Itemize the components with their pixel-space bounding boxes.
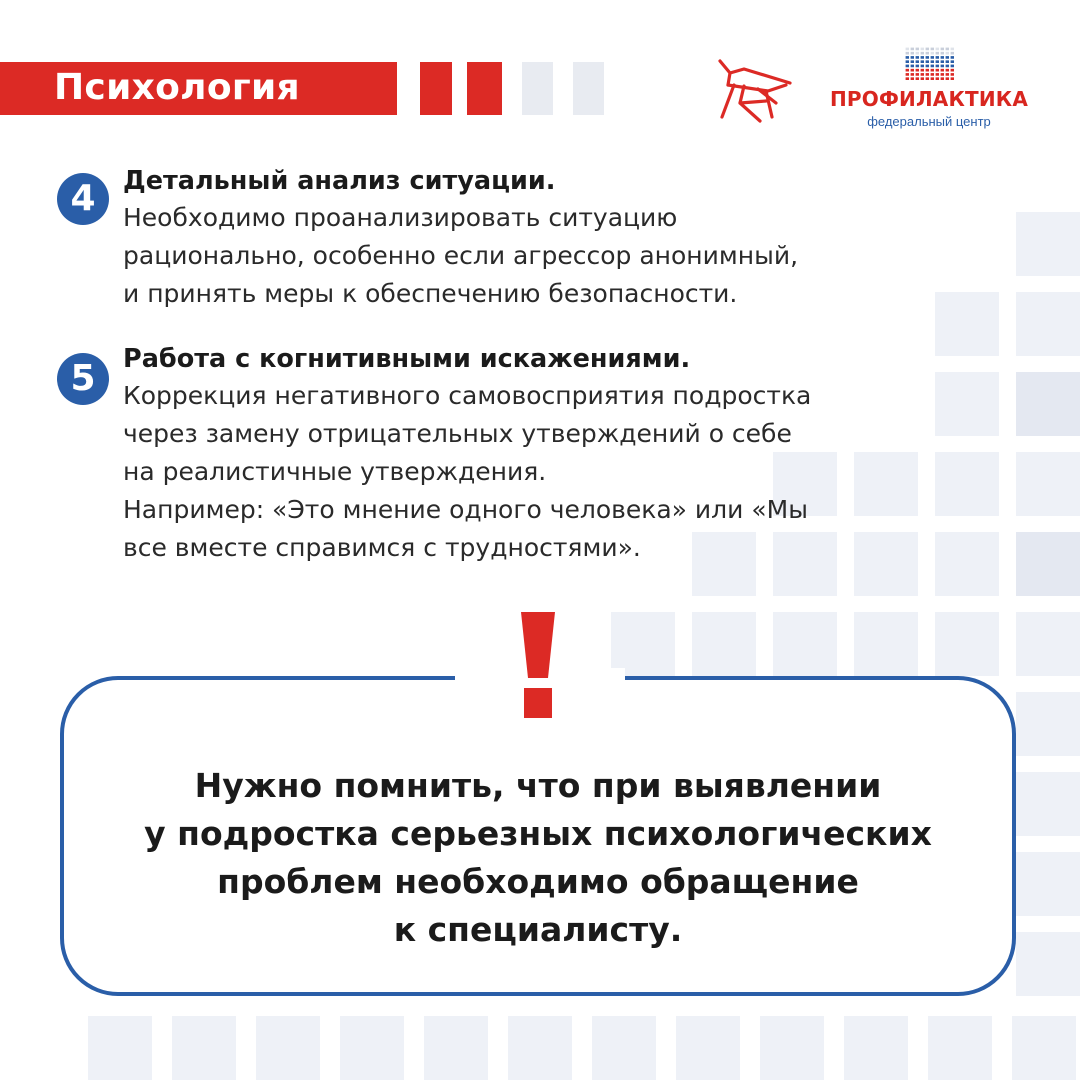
logo-grid-cell — [906, 56, 909, 59]
logo-grid-cell — [936, 60, 939, 63]
logo-grid-cell — [931, 77, 934, 80]
step-line: на реалистичные утверждения. — [123, 457, 547, 486]
logo-grid-cell — [906, 48, 909, 51]
logo-grid-cell — [936, 65, 939, 68]
bg-square — [1016, 452, 1080, 516]
bg-square — [854, 612, 918, 676]
logo-grid-cell — [921, 69, 924, 72]
notice-line: Нужно помнить, что при выявлении — [194, 766, 882, 805]
bg-square — [424, 1016, 488, 1080]
logo-grid-cell — [926, 60, 929, 63]
logo-grid-cell — [916, 52, 919, 55]
logo-grid-cell — [916, 60, 919, 63]
logo-grid-cell — [946, 48, 949, 51]
logo-grid-cell — [911, 60, 914, 63]
logo-grid-cell — [936, 69, 939, 72]
notice-line: у подростка серьезных психологических — [144, 814, 932, 853]
logo-grid-cell — [941, 48, 944, 51]
logo-grid-cell — [911, 65, 914, 68]
step-text — [123, 165, 1013, 313]
logo-grid-cell — [951, 48, 954, 51]
logo-grid-cell — [906, 77, 909, 80]
bg-square — [935, 612, 999, 676]
logo-grid-cell — [926, 56, 929, 59]
step-line: Коррекция негативного самовосприятия подростка — [123, 381, 812, 410]
bg-square — [1016, 292, 1080, 356]
logo-grid-cell — [921, 60, 924, 63]
step-body — [123, 199, 1013, 313]
logo-grid-cell — [931, 52, 934, 55]
logo-grid-cell — [936, 52, 939, 55]
bg-square — [1016, 692, 1080, 756]
bg-square — [1016, 932, 1080, 996]
bg-square — [1016, 612, 1080, 676]
logo-grid-cell — [951, 60, 954, 63]
logo-grid-cell — [926, 73, 929, 76]
bg-square — [928, 1016, 992, 1080]
logo-grid-cell — [916, 73, 919, 76]
bg-square — [692, 612, 756, 676]
bg-square — [256, 1016, 320, 1080]
logo-grid-cell — [931, 65, 934, 68]
logo-grid-cell — [911, 73, 914, 76]
bg-square — [676, 1016, 740, 1080]
logo-grid-cell — [946, 56, 949, 59]
logo-grid-cell — [946, 52, 949, 55]
logo-name: ПРОФИЛАКТИКА — [829, 87, 1028, 111]
logo-subtitle: федеральный центр — [867, 114, 991, 129]
logo-grid-cell — [926, 69, 929, 72]
bg-square — [1016, 372, 1080, 436]
chair-logo-icon — [714, 55, 794, 125]
step-number-badge: 4 — [57, 173, 109, 225]
logo-grid-cell — [921, 56, 924, 59]
logo-grid-cell — [951, 56, 954, 59]
step-title: Детальный анализ ситуации. — [123, 166, 556, 196]
bg-square — [1016, 852, 1080, 916]
step-line: рационально, особенно если агрессор анонимный, — [123, 241, 799, 270]
logo-grid-cell — [911, 52, 914, 55]
header-block — [522, 62, 553, 115]
logo-grid-cell — [931, 69, 934, 72]
bg-square — [1016, 532, 1080, 596]
logo-grid-cell — [926, 48, 929, 51]
step-text — [123, 343, 1013, 567]
logo-grid-cell — [906, 52, 909, 55]
logo-grid-cell — [921, 77, 924, 80]
step-title: Работа с когнитивными искажениями. — [123, 344, 691, 374]
logo-grid-cell — [946, 73, 949, 76]
logo-grid-cell — [951, 77, 954, 80]
bg-square — [88, 1016, 152, 1080]
logo-grid-cell — [916, 77, 919, 80]
step-line: Необходимо проанализировать ситуацию — [123, 203, 678, 232]
logo-grid-cell — [926, 77, 929, 80]
logo-grid-cell — [926, 65, 929, 68]
logo-grid-cell — [906, 60, 909, 63]
logo-grid-cell — [911, 48, 914, 51]
logo-grid-cell — [941, 73, 944, 76]
logo-grid-cell — [941, 69, 944, 72]
bg-square — [1016, 212, 1080, 276]
logo-grid-cell — [921, 73, 924, 76]
logo-grid-cell — [946, 77, 949, 80]
logo-grid-cell — [936, 73, 939, 76]
bg-square — [611, 612, 675, 676]
logo-grid-cell — [941, 65, 944, 68]
logo-grid-cell — [911, 77, 914, 80]
bg-square — [592, 1016, 656, 1080]
logo-grid-cell — [941, 77, 944, 80]
logo-grid-cell — [906, 65, 909, 68]
logo-grid-cell — [951, 73, 954, 76]
logo-grid-cell — [946, 60, 949, 63]
logo-grid-cell — [946, 65, 949, 68]
logo-grid-cell — [921, 52, 924, 55]
notice-text — [60, 762, 1016, 954]
header-block — [467, 62, 502, 115]
logo-grid-cell — [911, 56, 914, 59]
logo-grid-cell — [931, 60, 934, 63]
bg-square — [760, 1016, 824, 1080]
notice-line: проблем необходимо обращение — [217, 862, 859, 901]
notice-line: к специалисту. — [393, 910, 683, 949]
bg-square — [844, 1016, 908, 1080]
logo-grid-cell — [946, 69, 949, 72]
bg-square — [1016, 772, 1080, 836]
logo-grid-cell — [916, 65, 919, 68]
bg-square — [508, 1016, 572, 1080]
header-block — [573, 62, 604, 115]
exclamation-icon — [519, 612, 557, 718]
step-line: через замену отрицательных утверждений о себе — [123, 419, 792, 448]
logo-grid-cell — [951, 52, 954, 55]
logo-grid-cell — [916, 56, 919, 59]
logo-grid-cell — [931, 48, 934, 51]
step-body — [123, 377, 1013, 567]
logo-grid-cell — [931, 73, 934, 76]
page-title: Психология — [54, 67, 300, 108]
step-line: все вместе справимся с трудностями». — [123, 533, 641, 562]
logo-grid-cell — [916, 48, 919, 51]
logo-grid-cell — [941, 52, 944, 55]
logo-grid-cell — [951, 69, 954, 72]
logo-grid-cell — [916, 69, 919, 72]
logo-grid-cell — [906, 69, 909, 72]
logo-grid-cell — [936, 48, 939, 51]
logo-grid-cell — [941, 56, 944, 59]
logo-grid-cell — [936, 77, 939, 80]
bg-square — [172, 1016, 236, 1080]
bg-square — [340, 1016, 404, 1080]
logo-grid-cell — [906, 73, 909, 76]
step-number-badge: 5 — [57, 353, 109, 405]
logo-grid-cell — [911, 69, 914, 72]
logo-grid-cell — [921, 65, 924, 68]
profilaktika-logo-icon — [905, 47, 955, 81]
step-line: и принять меры к обеспечению безопасности. — [123, 279, 738, 308]
logo-grid-cell — [926, 52, 929, 55]
bg-square — [1012, 1016, 1076, 1080]
logo-grid-cell — [921, 48, 924, 51]
bg-square — [773, 612, 837, 676]
step-line: Например: «Это мнение одного человека» или «Мы — [123, 495, 808, 524]
logo-grid-cell — [931, 56, 934, 59]
logo-grid-cell — [951, 65, 954, 68]
header-block — [420, 62, 452, 115]
logo-grid-cell — [941, 60, 944, 63]
logo-grid-cell — [936, 56, 939, 59]
